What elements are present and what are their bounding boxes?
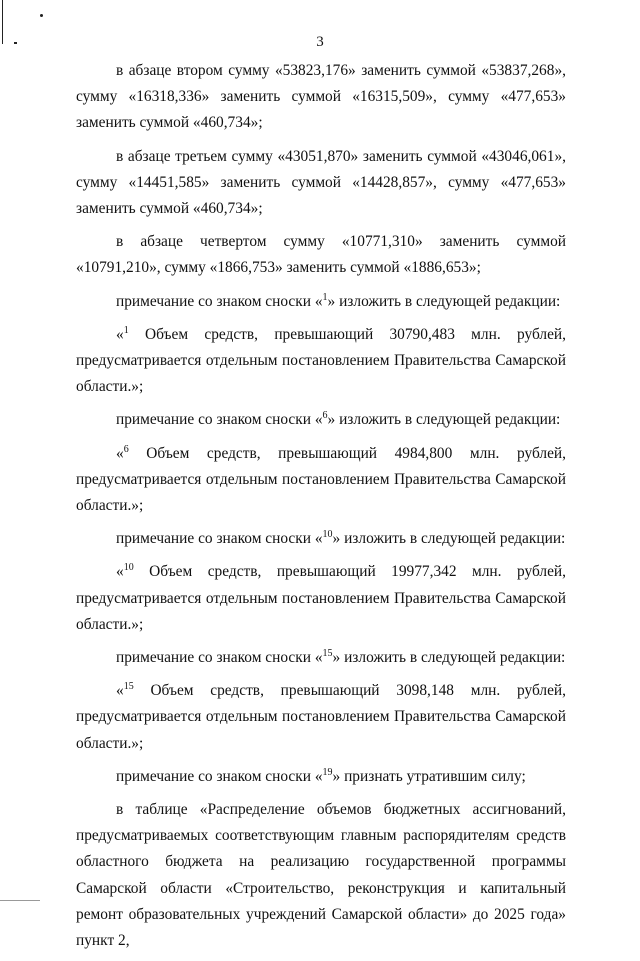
paragraph: в абзаце четвертом сумму «10771,310» заменить суммой «10791,210», сумму «1866,753» заменить суммой «1886,653»;	[76, 233, 566, 277]
paragraph: в абзаце втором сумму «53823,176» заменить суммой «53837,268», сумму «16318,336» заменить суммой «16315,509», сумму «477,653» заменить суммой «460,734»;	[76, 62, 566, 132]
paragraph: примечание со знаком сноски «$^{15}$» изложить в следующей редакции:	[116, 648, 566, 667]
footnote-mark: 10	[322, 529, 333, 541]
paragraph: примечание со знаком сноски «$^{19}$» признать утратившим силу;	[116, 766, 526, 785]
scan-mark	[2, 0, 3, 44]
paragraph: «$^1$ Объем средств, превышающий 30790,483 млн. рублей, предусматривается отдельным постановлением Правительства Самарской области.»;	[76, 324, 566, 396]
footnote-mark: 1	[123, 324, 129, 336]
footnote-mark: 1	[322, 291, 328, 303]
scan-mark	[14, 42, 17, 44]
footnote-mark: 19	[322, 766, 333, 778]
footnote-mark: 6	[322, 410, 328, 422]
footnote-mark: 15	[123, 681, 134, 693]
paragraph: «$^6$ Объем средств, превышающий 4984,800 млн. рублей, предусматривается отдельным постановлением Правительства Самарской области.»;	[76, 443, 566, 515]
scan-mark	[40, 14, 43, 17]
scan-mark	[0, 900, 40, 901]
paragraph: в абзаце третьем сумму «43051,870» заменить суммой «43046,061», сумму «14451,585» заменить суммой «14428,857», сумму «477,653» заменить суммой «460,734»;	[76, 147, 566, 218]
footnote-mark: 15	[322, 648, 333, 660]
paragraph: примечание со знаком сноски «$^6$» изложить в следующей редакции:	[116, 410, 561, 429]
paragraph: примечание со знаком сноски «$^1$» изложить в следующей редакции:	[116, 291, 561, 310]
paragraph: в таблице «Распределение объемов бюджетных ассигнований, предусматриваемых соответствующим главным распорядителям средств областного бюджета на реализацию государственной программы Самарской области «Строительство, реконструкция и капитальный ремонт образовательных учреждений Самарской области» до 2025 года» пункт 2,	[76, 801, 566, 950]
document-body	[76, 58, 566, 961]
paragraph: «$^{10}$ Объем средств, превышающий 19977,342 млн. рублей, предусматривается отдельным постановлением Правительства Самарской области.»;	[76, 562, 566, 633]
paragraph: «$^{15}$ Объем средств, превышающий 3098,148 млн. рублей, предусматривается отдельным постановлением Правительства Самарской области.»;	[76, 681, 566, 752]
footnote-mark: 6	[123, 443, 129, 455]
paragraph: примечание со знаком сноски «$^{10}$» изложить в следующей редакции:	[116, 529, 566, 548]
page-number: 3	[316, 34, 324, 50]
footnote-mark: 10	[123, 562, 134, 574]
